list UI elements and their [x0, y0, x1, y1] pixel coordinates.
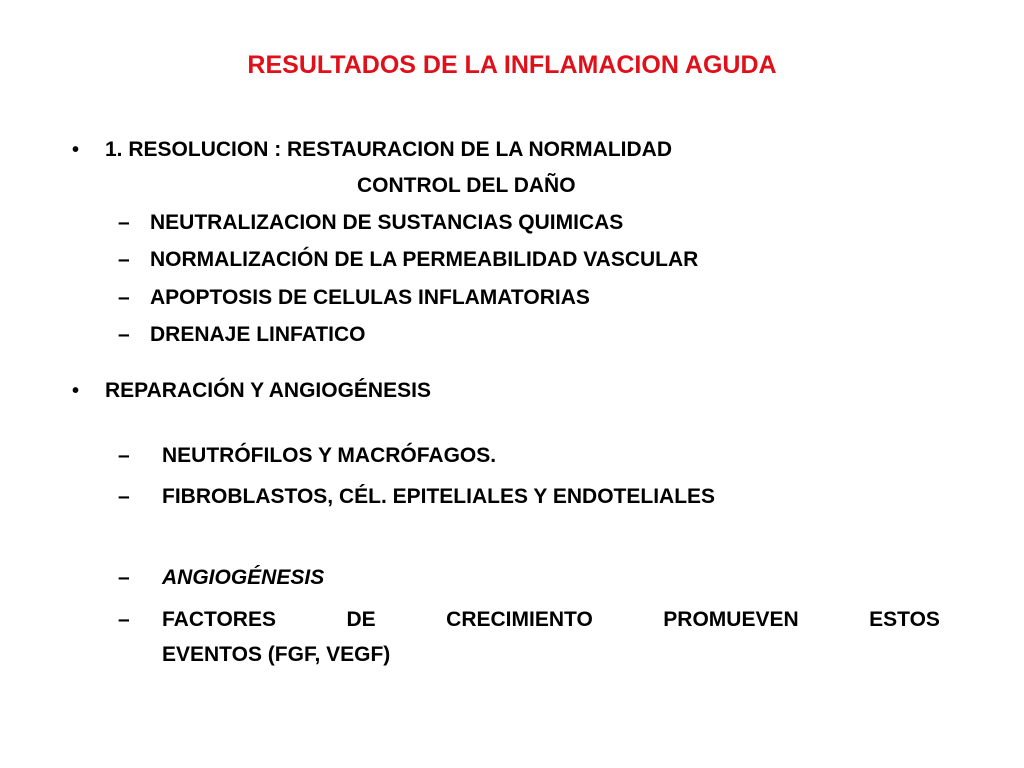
section1-item: NORMALIZACIÓN DE LA PERMEABILIDAD VASCULAR	[150, 248, 699, 271]
section2-item-justified	[162, 606, 940, 634]
slide-title: RESULTADOS DE LA INFLAMACION AGUDA	[247, 51, 777, 79]
section1-item: DRENAJE LINFATICO	[150, 323, 366, 346]
section2-item: FIBROBLASTOS, CÉL. EPITELIALES Y ENDOTELIALES	[162, 485, 716, 508]
section1-item: NEUTRALIZACION DE SUSTANCIAS QUIMICAS	[150, 211, 624, 234]
justified-word: PROMUEVEN	[663, 608, 799, 631]
bullet-icon: •	[72, 139, 80, 161]
dash-icon: –	[118, 608, 130, 631]
justified-word: DE	[346, 608, 376, 631]
dash-icon: –	[118, 485, 130, 508]
justified-word: FACTORES	[162, 608, 276, 631]
section1-item: APOPTOSIS DE CELULAS INFLAMATORIAS	[150, 286, 590, 309]
dash-icon: –	[118, 248, 130, 271]
dash-icon: –	[118, 444, 130, 467]
section2-item-italic: ANGIOGÉNESIS	[162, 566, 325, 589]
section2-item-continuation: EVENTOS (FGF, VEGF)	[162, 643, 391, 666]
section1-heading: 1. RESOLUCION : RESTAURACION DE LA NORMALIDAD	[105, 138, 672, 161]
section2-item: NEUTRÓFILOS Y MACRÓFAGOS.	[162, 444, 497, 467]
bullet-icon: •	[72, 380, 80, 402]
dash-icon: –	[118, 286, 130, 309]
section1-subheading: CONTROL DEL DAÑO	[357, 174, 576, 197]
dash-icon: –	[118, 211, 130, 234]
justified-word: ESTOS	[869, 608, 940, 631]
dash-icon: –	[118, 323, 130, 346]
dash-icon: –	[118, 566, 130, 589]
section2-heading: REPARACIÓN Y ANGIOGÉNESIS	[105, 379, 431, 402]
justified-word: CRECIMIENTO	[446, 608, 593, 631]
